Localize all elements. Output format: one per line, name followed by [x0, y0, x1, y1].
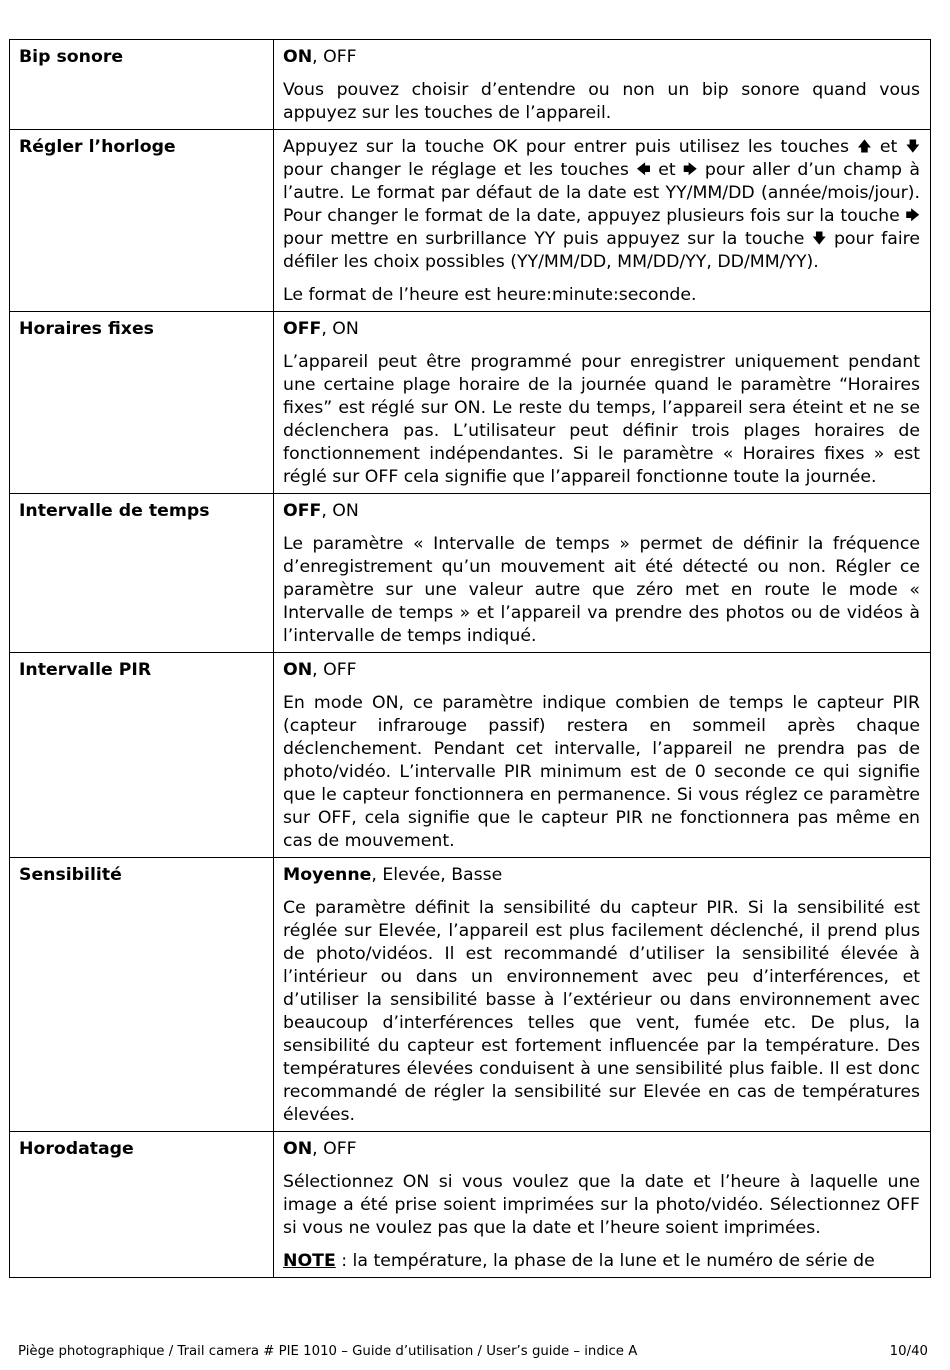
arrow-down-icon: 🡇 [905, 139, 920, 155]
setting-description [274, 130, 931, 312]
table-row [10, 653, 931, 858]
other-options: , Elevée, Basse [371, 865, 503, 885]
table-row [10, 1132, 931, 1278]
text-segment: pour mettre en surbrillance YY puis appuyez sur la touche [283, 229, 812, 249]
arrow-right-icon: 🡆 [905, 208, 920, 224]
description-paragraph: En mode ON, ce paramètre indique combien de temps le capteur PIR (capteur infrarouge passif) restera en sommeil après chaque déclenchement. Pendant cet intervalle, l’appareil ne prendra pas de photo/vidéo. L’intervalle PIR minimum est de 0 seconde ce qui signifie que le capteur fonctionnera en permanence. Si vous réglez ce paramètre sur OFF, cela signifie que le capteur PIR ne fonctionnera pas même en cas de mouvement. [283, 693, 920, 851]
setting-name: Régler l’horloge [10, 130, 274, 312]
other-options: , ON [321, 501, 359, 521]
footer-document-title: Piège photographique / Trail camera # PIE 1010 – Guide d’utilisation / User’s guide – indice A [18, 1344, 638, 1359]
setting-description [274, 494, 931, 653]
setting-name: Bip sonore [10, 40, 274, 130]
other-options: , OFF [312, 1139, 357, 1159]
setting-description [274, 40, 931, 130]
default-option: ON [283, 47, 313, 67]
description-paragraph: Ce paramètre définit la sensibilité du capteur PIR. Si la sensibilité est réglée sur Elevée, l’appareil est plus facilement déclenché, il prend plus de photo/vidéos. Il est recommandé d’utiliser la sensibilité élevée à l’intérieur ou dans un environnement avec peu d’interférences, et d’utiliser la sensibilité basse à l’extérieur ou dans environnement avec beaucoup d’interférences telles que vent, fumée etc. De plus, la sensibilité du capteur est fortement influencée par la température. Des températures élevées conduisent à une sensibilité plus faible. Il est donc recommandé de régler la sensibilité sur Elevée en cas de températures élevées. [283, 898, 920, 1125]
description-paragraph: Le format de l’heure est heure:minute:seconde. [283, 285, 697, 305]
description-paragraph: Sélectionnez ON si vous voulez que la date et l’heure à laquelle une image a été prise soient imprimées sur la photo/vidéo. Sélectionnez OFF si vous ne voulez pas que la date et l’heure soient imprimées. [283, 1172, 920, 1238]
setting-name: Sensibilité [10, 858, 274, 1132]
setting-description [274, 858, 931, 1132]
setting-options [283, 659, 920, 682]
table-row [10, 858, 931, 1132]
setting-name: Intervalle PIR [10, 653, 274, 858]
note-label: NOTE [283, 1251, 336, 1271]
table-row [10, 312, 931, 494]
other-options: , OFF [312, 47, 357, 67]
table-row [10, 40, 931, 130]
description-paragraph: Vous pouvez choisir d’entendre ou non un bip sonore quand vous appuyez sur les touches de l’appareil. [283, 80, 920, 123]
other-options: , ON [321, 319, 359, 339]
setting-name: Intervalle de temps [10, 494, 274, 653]
other-options: , OFF [312, 660, 357, 680]
description-paragraph [283, 136, 920, 274]
default-option: ON [283, 660, 313, 680]
setting-name: Horaires fixes [10, 312, 274, 494]
text-segment: pour aller d’un champ à l’autre. Le format par défaut de la date est YY/MM/DD (année/mois/jour). Pour changer le format de la date, appuyez plusieurs fois sur la touche [283, 160, 920, 226]
page-number: 10/40 [889, 1344, 928, 1359]
arrow-down-icon: 🡇 [811, 231, 827, 247]
text-segment: pour changer le réglage et les touches [283, 160, 637, 180]
setting-description [274, 312, 931, 494]
default-option: OFF [283, 501, 322, 521]
note-text: : la température, la phase de la lune et le numéro de série de [335, 1251, 875, 1271]
description-paragraph: L’appareil peut être programmé pour enregistrer uniquement pendant une certaine plage horaire de la journée quand le paramètre “Horaires fixes” est réglé sur ON. Le reste du temps, l’appareil sera éteint et ne se déclenchera pas. L’utilisateur peut définir trois plages horaires de fonctionnement indépendantes. Si le paramètre « Horaires fixes » est réglé sur OFF cela signifie que l’appareil fonctionne toute la journée. [283, 352, 920, 487]
setting-options [283, 1138, 920, 1161]
text-segment: et [871, 137, 906, 157]
default-option: OFF [283, 319, 322, 339]
arrow-up-icon: 🡅 [857, 139, 872, 155]
text-segment: et [650, 160, 684, 180]
setting-options [283, 500, 920, 523]
setting-options [283, 318, 920, 341]
description-paragraph: Le paramètre « Intervalle de temps » permet de définir la fréquence d’enregistrement qu’un mouvement ait été détecté ou non. Régler ce paramètre sur une valeur autre que zéro met en route le mode « Intervalle de temps » et l’appareil va prendre des photos ou de vidéos à l’intervalle de temps indiqué. [283, 534, 920, 646]
table-row [10, 130, 931, 312]
default-option: ON [283, 1139, 313, 1159]
arrow-left-icon: 🡄 [636, 162, 651, 178]
arrow-right-icon: 🡆 [683, 162, 698, 178]
text-segment: Appuyez sur la touche OK pour entrer puis utilisez les touches [283, 137, 858, 157]
settings-table-container [9, 39, 932, 1315]
text-segment: pour faire défiler les choix possibles (YY/MM/DD, MM/DD/YY, DD/MM/YY). [283, 229, 921, 272]
setting-description [274, 653, 931, 858]
default-option: Moyenne [283, 865, 372, 885]
setting-name: Horodatage [10, 1132, 274, 1278]
setting-options [283, 864, 920, 887]
table-row [10, 494, 931, 653]
setting-options [283, 46, 920, 69]
setting-description [274, 1132, 931, 1278]
note-paragraph [283, 1250, 920, 1273]
settings-table [9, 39, 931, 1278]
